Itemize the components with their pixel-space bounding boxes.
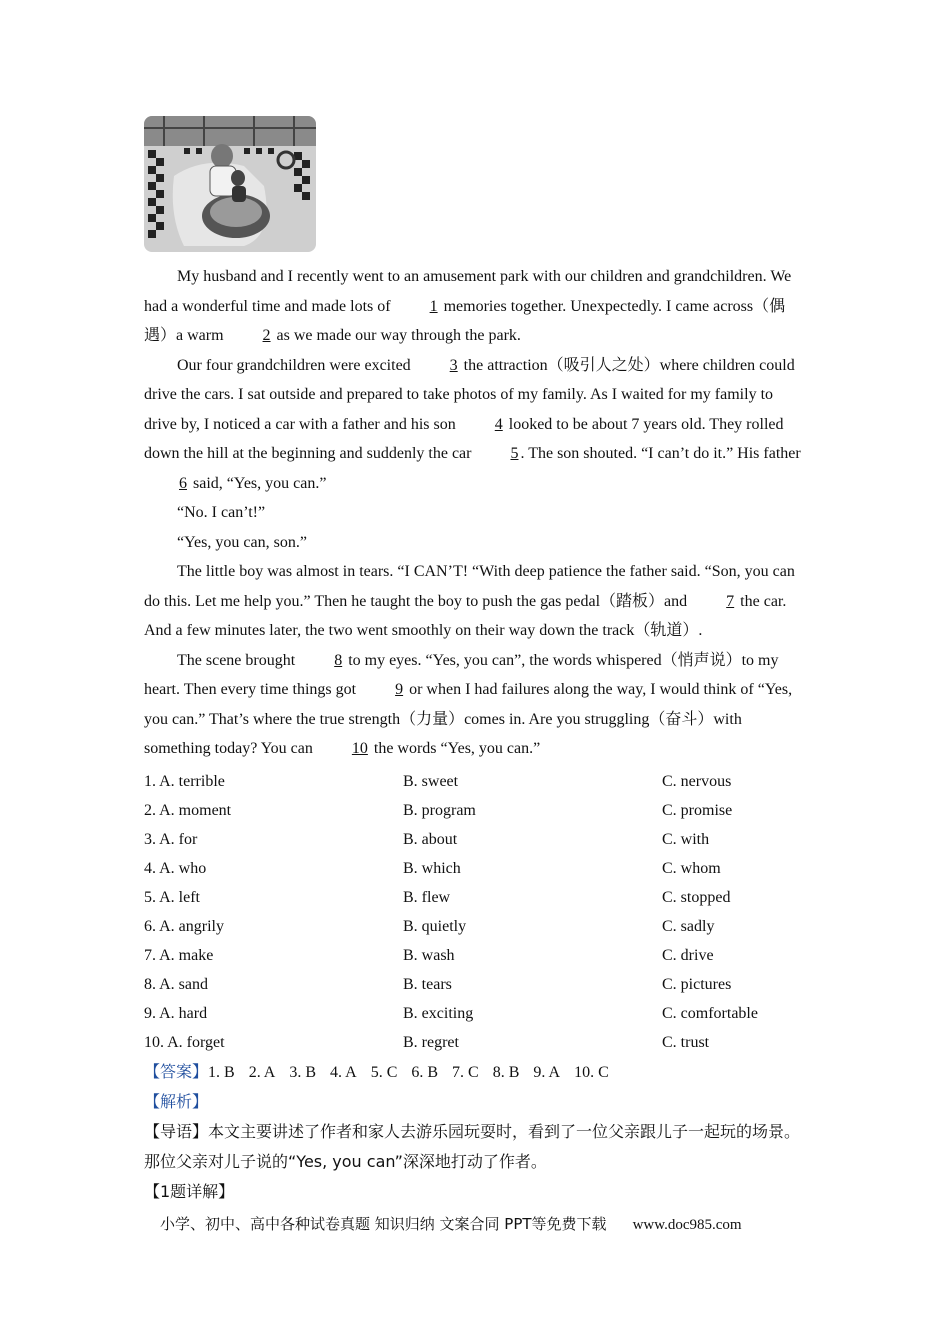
text-run: as we made our way through the park. [272, 327, 521, 344]
option-b: B. tears [403, 975, 452, 993]
answer-item: 6. B [411, 1063, 439, 1081]
text-run: The little boy was almost in tears. “I CAN’T! “With deep patience the father said. “Son, you can do this. Let me help you.” Then he taught the boy to push the gas pedal（踏板）and [144, 563, 795, 610]
paragraph-3: “No. I can’t!” [177, 504, 266, 521]
blank-5: 5 [510, 445, 519, 462]
paragraph-4: “Yes, you can, son.” [177, 533, 307, 551]
answer-item: 1. B [208, 1063, 235, 1081]
text-run: My husband and I recently went to an amusement park with our children and grandchildren. We had a wonderful time and made lots of [144, 268, 792, 315]
text-run: looked to be about 7 years old. They rolled down the hill at the beginning and suddenly the car [144, 415, 784, 462]
paragraph-5 [144, 557, 806, 646]
option-c: C. trust [662, 1033, 710, 1051]
answer-item: 10. C [574, 1063, 609, 1081]
options-list [144, 767, 806, 1057]
option-c: C. comfortable [662, 1004, 758, 1022]
option-row [144, 796, 806, 825]
answer-item: 9. A [533, 1063, 561, 1081]
option-row [144, 854, 806, 883]
reading-passage [144, 262, 806, 764]
answer-item: 3. B [289, 1063, 317, 1081]
footer-text: 小学、初中、高中各种试卷真题 知识归纳 文案合同 PPT等免费下载 [160, 1215, 607, 1233]
blank-3: 3 [449, 356, 458, 374]
option-row [144, 941, 806, 970]
bumper-car-illustration [144, 116, 316, 252]
option-b: B. about [403, 830, 458, 848]
option-b: B. regret [403, 1033, 459, 1051]
option-row [144, 883, 806, 912]
answer-line [144, 1057, 806, 1087]
text-run: the attraction（吸引人之处）where children could drive the cars. I sat outside and prepared to take photos of my family. As I waited for my family to drive by, I noticed a car with a father and his son [144, 356, 795, 433]
text-run: the words “Yes, you can.” [369, 740, 541, 757]
option-a: 8. A. sand [144, 975, 208, 993]
option-row [144, 912, 806, 941]
blank-1: 1 [429, 297, 438, 315]
answer-label: 【答案】 [144, 1061, 209, 1081]
blank-8: 8 [334, 651, 343, 669]
text-run: to my eyes. “Yes, you can”, the words whispered（悄声说）to my heart. Then every time things got [144, 651, 779, 698]
option-a: 7. A. make [144, 946, 214, 964]
option-row [144, 825, 806, 854]
option-c: C. stopped [662, 888, 731, 906]
option-row [144, 970, 806, 999]
option-b: B. sweet [403, 772, 459, 790]
option-a: 6. A. angrily [144, 917, 224, 935]
blank-10: 10 [351, 740, 368, 757]
answer-item: 7. C [452, 1063, 479, 1081]
option-row [144, 1028, 806, 1057]
option-b: B. exciting [403, 1004, 474, 1022]
answer-item: 2. A [248, 1063, 276, 1081]
page-footer [160, 1213, 800, 1234]
option-a: 1. A. terrible [144, 772, 225, 790]
option-b: B. wash [403, 946, 455, 964]
blank-7: 7 [726, 592, 735, 610]
option-a: 10. A. forget [144, 1033, 225, 1051]
document-page [144, 116, 806, 1207]
answer-item: 5. C [370, 1063, 398, 1081]
text-run: The scene brought [177, 651, 300, 669]
option-a: 5. A. left [144, 888, 200, 906]
guide-paragraph: 【导语】本文主要讲述了作者和家人去游乐园玩耍时，看到了一位父亲跟儿子一起玩的场景。那位父亲对儿子说的“Yes, you can”深深地打动了作者。 [144, 1121, 801, 1171]
text-run: said, “Yes, you can.” [189, 474, 327, 492]
option-c: C. promise [662, 801, 733, 819]
option-b: B. which [403, 859, 461, 877]
paragraph-1 [144, 262, 806, 351]
option-b: B. flew [403, 888, 451, 906]
blank-2: 2 [262, 327, 271, 344]
option-c: C. pictures [662, 975, 732, 993]
option-a: 3. A. for [144, 830, 198, 848]
blank-4: 4 [494, 415, 503, 433]
option-c: C. whom [662, 859, 721, 877]
option-c: C. drive [662, 946, 714, 964]
option-row [144, 999, 806, 1028]
option-c: C. with [662, 830, 710, 848]
option-a: 2. A. moment [144, 801, 232, 819]
answer-item: 8. B [492, 1063, 520, 1081]
option-b: B. quietly [403, 917, 467, 935]
text-run: the car. And a few minutes later, the two went smoothly on their way down the track（轨道）. [144, 592, 787, 639]
text-run: Our four grandchildren were excited [177, 356, 415, 374]
text-run: . The son shouted. “I can’t do it.” His father [520, 445, 801, 462]
paragraph-6 [144, 646, 806, 764]
option-row [144, 767, 806, 796]
blank-9: 9 [395, 681, 404, 698]
option-b: B. program [403, 801, 476, 819]
option-c: C. nervous [662, 772, 732, 790]
option-c: C. sadly [662, 917, 715, 935]
blank-6: 6 [179, 474, 187, 492]
footer-url[interactable]: www.doc985.com [632, 1217, 742, 1233]
option-a: 4. A. who [144, 859, 207, 877]
text-run: or when I had failures along the way, I would think of “Yes, you can.” That’s where the true strength（力量）comes in. Are you struggling（奋斗）with something today? You can [144, 681, 793, 757]
option-a: 9. A. hard [144, 1004, 208, 1022]
paragraph-2 [144, 351, 806, 499]
detail-label: 【1题详解】 [144, 1181, 235, 1201]
analysis-label: 【解析】 [144, 1091, 209, 1111]
text-run: memories together. Unexpectedly. I came across（偶遇）a warm [144, 297, 786, 344]
answer-item: 4. A [330, 1063, 357, 1081]
